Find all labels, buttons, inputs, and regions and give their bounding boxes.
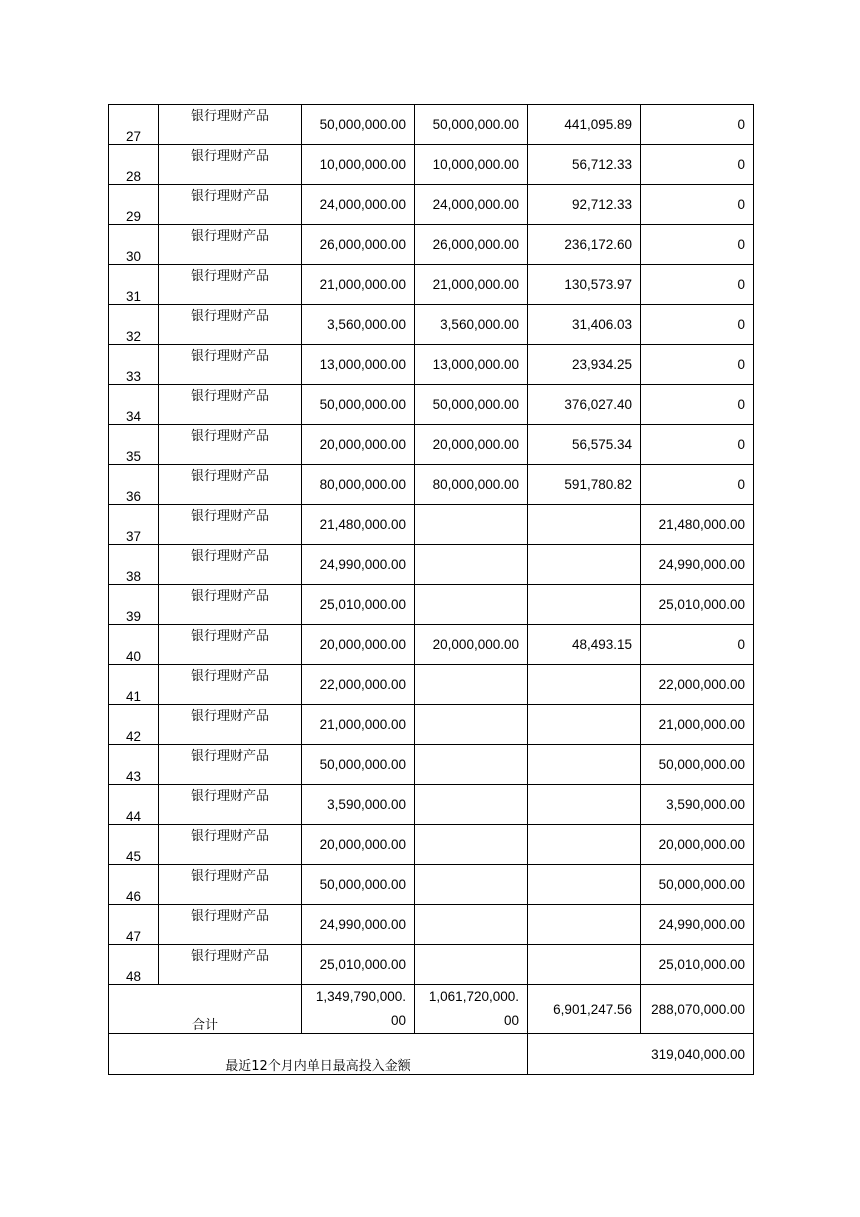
amount-cell-1: 25,010,000.00 xyxy=(302,945,415,985)
amount-cell-1: 21,000,000.00 xyxy=(302,705,415,745)
total-cell-2: 1,061,720,000.00 xyxy=(415,985,528,1034)
table-row xyxy=(109,145,754,185)
amount-cell-1: 20,000,000.00 xyxy=(302,825,415,865)
row-number: 39 xyxy=(109,585,159,625)
amount-cell-4: 0 xyxy=(641,625,754,665)
product-name: 银行理财产品 xyxy=(159,625,302,665)
product-name: 银行理财产品 xyxy=(159,105,302,145)
product-name: 银行理财产品 xyxy=(159,305,302,345)
amount-cell-3 xyxy=(528,945,641,985)
row-number: 30 xyxy=(109,225,159,265)
amount-cell-1: 50,000,000.00 xyxy=(302,105,415,145)
product-name: 银行理财产品 xyxy=(159,705,302,745)
row-number: 29 xyxy=(109,185,159,225)
amount-cell-2 xyxy=(415,745,528,785)
amount-cell-3 xyxy=(528,785,641,825)
amount-cell-1: 21,480,000.00 xyxy=(302,505,415,545)
amount-cell-2 xyxy=(415,865,528,905)
amount-cell-2 xyxy=(415,705,528,745)
row-number: 31 xyxy=(109,265,159,305)
amount-cell-4: 0 xyxy=(641,385,754,425)
table-row xyxy=(109,825,754,865)
row-number: 38 xyxy=(109,545,159,585)
amount-cell-3: 48,493.15 xyxy=(528,625,641,665)
amount-cell-3: 236,172.60 xyxy=(528,225,641,265)
product-name: 银行理财产品 xyxy=(159,905,302,945)
table-row xyxy=(109,505,754,545)
amount-cell-4: 20,000,000.00 xyxy=(641,825,754,865)
product-name: 银行理财产品 xyxy=(159,665,302,705)
row-number: 45 xyxy=(109,825,159,865)
amount-cell-4: 0 xyxy=(641,185,754,225)
row-number: 27 xyxy=(109,105,159,145)
row-number: 33 xyxy=(109,345,159,385)
product-name: 银行理财产品 xyxy=(159,425,302,465)
amount-cell-1: 50,000,000.00 xyxy=(302,745,415,785)
row-number: 36 xyxy=(109,465,159,505)
amount-cell-2 xyxy=(415,905,528,945)
amount-cell-4: 0 xyxy=(641,305,754,345)
amount-cell-1: 13,000,000.00 xyxy=(302,345,415,385)
table-row xyxy=(109,545,754,585)
amount-cell-3: 130,573.97 xyxy=(528,265,641,305)
amount-cell-3: 376,027.40 xyxy=(528,385,641,425)
amount-cell-3 xyxy=(528,545,641,585)
row-number: 32 xyxy=(109,305,159,345)
max-daily-row xyxy=(109,1034,754,1075)
amount-cell-3: 56,712.33 xyxy=(528,145,641,185)
amount-cell-3 xyxy=(528,905,641,945)
product-name: 银行理财产品 xyxy=(159,585,302,625)
product-name: 银行理财产品 xyxy=(159,785,302,825)
amount-cell-2: 3,560,000.00 xyxy=(415,305,528,345)
amount-cell-2 xyxy=(415,825,528,865)
amount-cell-4: 0 xyxy=(641,345,754,385)
product-name: 银行理财产品 xyxy=(159,745,302,785)
amount-cell-1: 20,000,000.00 xyxy=(302,625,415,665)
amount-cell-4: 24,990,000.00 xyxy=(641,545,754,585)
table-row xyxy=(109,705,754,745)
table-row xyxy=(109,185,754,225)
row-number: 42 xyxy=(109,705,159,745)
row-number: 44 xyxy=(109,785,159,825)
amount-cell-3 xyxy=(528,705,641,745)
row-number: 40 xyxy=(109,625,159,665)
amount-cell-2 xyxy=(415,585,528,625)
product-name: 银行理财产品 xyxy=(159,265,302,305)
amount-cell-4: 0 xyxy=(641,105,754,145)
amount-cell-2 xyxy=(415,665,528,705)
amount-cell-1: 24,990,000.00 xyxy=(302,545,415,585)
table-row xyxy=(109,385,754,425)
amount-cell-4: 0 xyxy=(641,465,754,505)
table-row xyxy=(109,585,754,625)
investment-table xyxy=(108,104,754,1075)
amount-cell-2 xyxy=(415,945,528,985)
amount-cell-1: 50,000,000.00 xyxy=(302,865,415,905)
amount-cell-1: 21,000,000.00 xyxy=(302,265,415,305)
amount-cell-1: 80,000,000.00 xyxy=(302,465,415,505)
product-name: 银行理财产品 xyxy=(159,945,302,985)
amount-cell-2: 20,000,000.00 xyxy=(415,425,528,465)
amount-cell-3: 56,575.34 xyxy=(528,425,641,465)
amount-cell-2: 13,000,000.00 xyxy=(415,345,528,385)
amount-cell-3 xyxy=(528,585,641,625)
product-name: 银行理财产品 xyxy=(159,145,302,185)
amount-cell-1: 10,000,000.00 xyxy=(302,145,415,185)
amount-cell-2: 10,000,000.00 xyxy=(415,145,528,185)
row-number: 47 xyxy=(109,905,159,945)
amount-cell-4: 24,990,000.00 xyxy=(641,905,754,945)
amount-cell-3: 92,712.33 xyxy=(528,185,641,225)
table-row xyxy=(109,665,754,705)
product-name: 银行理财产品 xyxy=(159,465,302,505)
table-row xyxy=(109,305,754,345)
table-row xyxy=(109,745,754,785)
row-number: 41 xyxy=(109,665,159,705)
product-name: 银行理财产品 xyxy=(159,185,302,225)
table-body xyxy=(109,105,754,1075)
amount-cell-4: 50,000,000.00 xyxy=(641,745,754,785)
amount-cell-2: 50,000,000.00 xyxy=(415,105,528,145)
amount-cell-2: 50,000,000.00 xyxy=(415,385,528,425)
table-row xyxy=(109,425,754,465)
table-row xyxy=(109,865,754,905)
total-cell-4: 288,070,000.00 xyxy=(641,985,754,1034)
product-name: 银行理财产品 xyxy=(159,225,302,265)
amount-cell-2 xyxy=(415,505,528,545)
row-number: 46 xyxy=(109,865,159,905)
amount-cell-2: 20,000,000.00 xyxy=(415,625,528,665)
amount-cell-4: 21,000,000.00 xyxy=(641,705,754,745)
amount-cell-3 xyxy=(528,825,641,865)
amount-cell-1: 24,000,000.00 xyxy=(302,185,415,225)
amount-cell-3: 591,780.82 xyxy=(528,465,641,505)
amount-cell-3 xyxy=(528,745,641,785)
table-row xyxy=(109,905,754,945)
amount-cell-1: 3,560,000.00 xyxy=(302,305,415,345)
table-row xyxy=(109,945,754,985)
total-label: 合计 xyxy=(109,985,302,1034)
total-cell-1: 1,349,790,000.00 xyxy=(302,985,415,1034)
amount-cell-2 xyxy=(415,545,528,585)
table-row xyxy=(109,625,754,665)
amount-cell-4: 22,000,000.00 xyxy=(641,665,754,705)
amount-cell-1: 22,000,000.00 xyxy=(302,665,415,705)
amount-cell-1: 24,990,000.00 xyxy=(302,905,415,945)
amount-cell-3 xyxy=(528,865,641,905)
amount-cell-3 xyxy=(528,505,641,545)
amount-cell-3: 441,095.89 xyxy=(528,105,641,145)
amount-cell-2 xyxy=(415,785,528,825)
amount-cell-4: 21,480,000.00 xyxy=(641,505,754,545)
product-name: 银行理财产品 xyxy=(159,505,302,545)
amount-cell-4: 25,010,000.00 xyxy=(641,945,754,985)
max-daily-label: 最近12个月内单日最高投入金额 xyxy=(109,1034,528,1075)
row-number: 48 xyxy=(109,945,159,985)
table-row xyxy=(109,225,754,265)
amount-cell-3: 31,406.03 xyxy=(528,305,641,345)
row-number: 28 xyxy=(109,145,159,185)
table-row xyxy=(109,465,754,505)
amount-cell-3 xyxy=(528,665,641,705)
amount-cell-4: 0 xyxy=(641,225,754,265)
table-row xyxy=(109,105,754,145)
amount-cell-1: 20,000,000.00 xyxy=(302,425,415,465)
product-name: 银行理财产品 xyxy=(159,825,302,865)
amount-cell-4: 0 xyxy=(641,425,754,465)
table-row xyxy=(109,785,754,825)
amount-cell-2: 21,000,000.00 xyxy=(415,265,528,305)
amount-cell-1: 25,010,000.00 xyxy=(302,585,415,625)
amount-cell-3: 23,934.25 xyxy=(528,345,641,385)
amount-cell-1: 50,000,000.00 xyxy=(302,385,415,425)
amount-cell-1: 26,000,000.00 xyxy=(302,225,415,265)
row-number: 35 xyxy=(109,425,159,465)
max-daily-value: 319,040,000.00 xyxy=(528,1034,754,1075)
product-name: 银行理财产品 xyxy=(159,545,302,585)
amount-cell-4: 50,000,000.00 xyxy=(641,865,754,905)
total-cell-3: 6,901,247.56 xyxy=(528,985,641,1034)
product-name: 银行理财产品 xyxy=(159,385,302,425)
amount-cell-2: 80,000,000.00 xyxy=(415,465,528,505)
row-number: 34 xyxy=(109,385,159,425)
table-row xyxy=(109,265,754,305)
amount-cell-4: 0 xyxy=(641,145,754,185)
amount-cell-4: 0 xyxy=(641,265,754,305)
product-name: 银行理财产品 xyxy=(159,345,302,385)
total-row xyxy=(109,985,754,1034)
row-number: 37 xyxy=(109,505,159,545)
amount-cell-1: 3,590,000.00 xyxy=(302,785,415,825)
amount-cell-2: 26,000,000.00 xyxy=(415,225,528,265)
product-name: 银行理财产品 xyxy=(159,865,302,905)
amount-cell-4: 3,590,000.00 xyxy=(641,785,754,825)
table-row xyxy=(109,345,754,385)
amount-cell-2: 24,000,000.00 xyxy=(415,185,528,225)
amount-cell-4: 25,010,000.00 xyxy=(641,585,754,625)
row-number: 43 xyxy=(109,745,159,785)
